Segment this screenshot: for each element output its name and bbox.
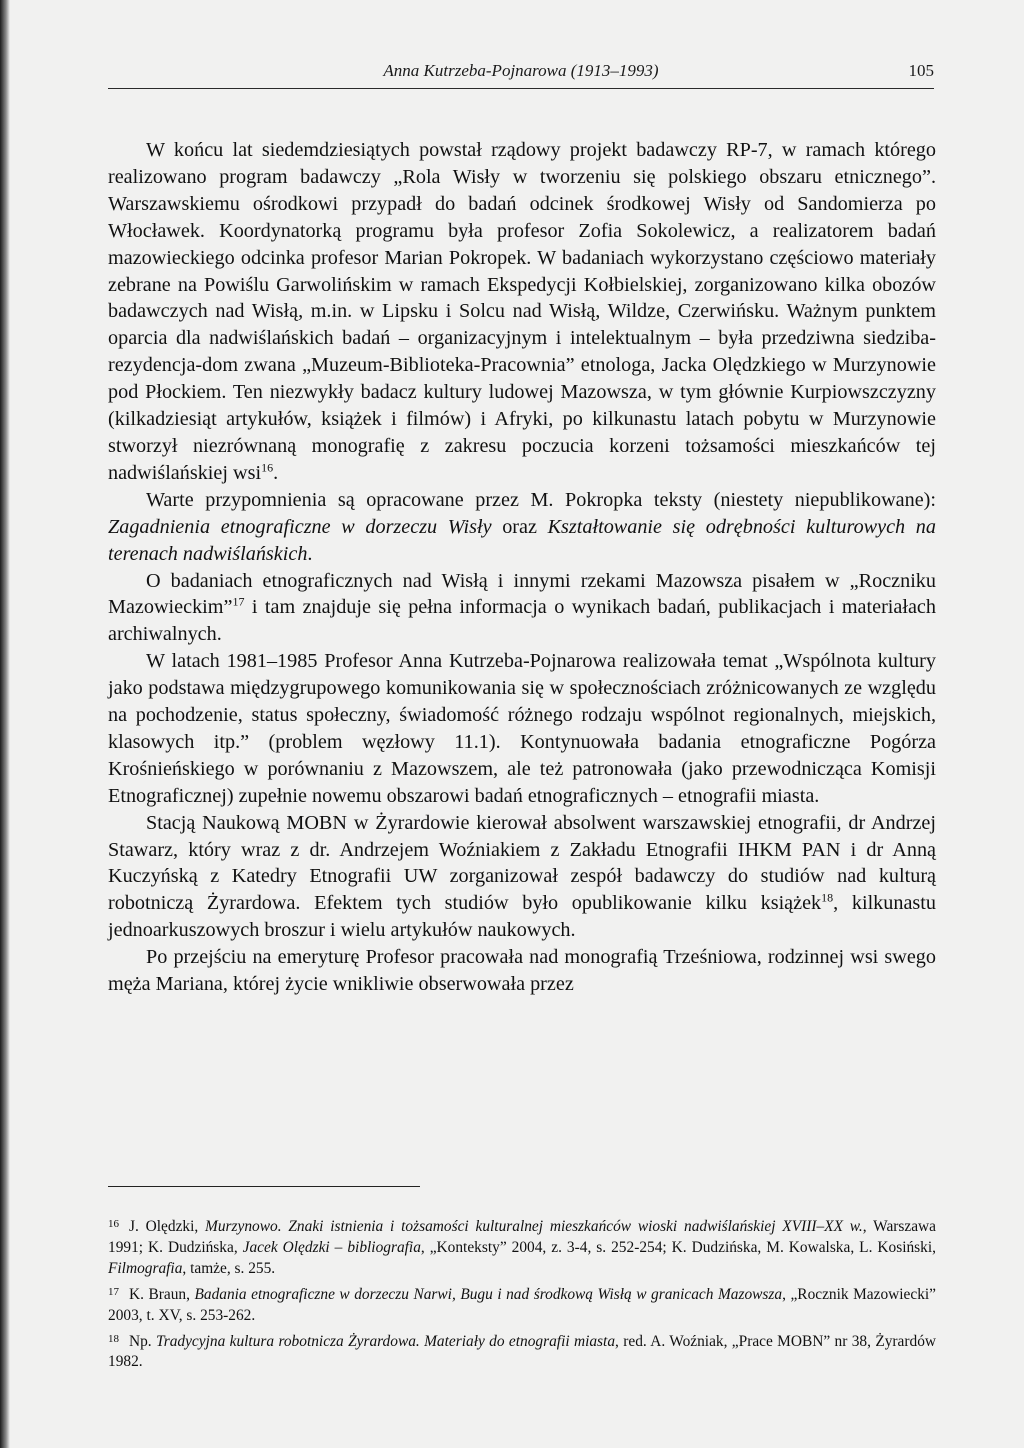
running-title: Anna Kutrzeba-Pojnarowa (1913–1993) [383, 61, 659, 80]
footnote-text: , „Konteksty” 2004, z. 3-4, s. 252-254; K. Dudzińska, M. Kowalska, L. Kosiński, [420, 1238, 936, 1256]
footnote-title: Murzynowo. Znaki istnienia i tożsamości kulturalnej mieszkańców wioski nadwiślańskiej XVIII–XX w. [205, 1218, 863, 1235]
footnote-text: , Warszawa 1991; K. Dudzińska, [108, 1218, 936, 1256]
page-spine-shadow [0, 0, 10, 1448]
paragraph-4: W latach 1981–1985 Profesor Anna Kutrzeba-Pojnarowa realizowała temat „Wspólnota kultury jako podstawa międzygrupowego komunikowania się w społecznościach zróżnicowanych ze względu na pochodzenie, status społeczny, świadomość różnego rodzaju wspólnot regionalnych, miejskich, klasowych itp.” (problem węzłowy 11.1). Kontynuowała badania etnograficzne Pogórza Krośnieńskiego w porównaniu z Mazowszem, ale też patronowała (jako przewodnicząca Komisji Etnograficznej) zupełnie nowemu obszarowi badań etnograficznych – etnografii miasta. [108, 650, 936, 807]
paragraph-2 [108, 487, 936, 568]
title-zagadnienia: Zagadnienia etnograficzne w dorzeczu Wisły [108, 515, 492, 538]
body-text [108, 137, 936, 998]
footnote-title: Filmografia [108, 1259, 183, 1277]
footnote-18 [108, 1329, 936, 1374]
footnotes [108, 1214, 936, 1375]
paragraph-2-conj: oraz [491, 515, 548, 538]
footnote-title: Tradycyjna kultura robotnicza Żyrardowa. Materiały do etnografii miasta [156, 1332, 616, 1350]
footnote-number: 16 [108, 1218, 119, 1230]
footnote-number: 17 [108, 1285, 119, 1298]
footnote-text: K. Braun, [129, 1285, 195, 1303]
paragraph-3 [108, 568, 936, 649]
paragraph-5 [108, 810, 936, 945]
paragraph-3-end: i tam znajduje się pełna informacja o wynikach badań, publikacjach i materiałach archiwalnych. [108, 596, 936, 646]
footnote-title: Jacek Olędzki – bibliografia [242, 1238, 421, 1256]
paragraph-2-text: Warte przypomnienia są opracowane przez M. Pokropka teksty (niestety niepublikowane): [146, 488, 936, 511]
paragraph-3-text: O badaniach etnograficznych nad Wisłą i innymi rzekami Mazowsza pisałem w „Roczniku Mazowieckim” [108, 569, 936, 619]
paragraph-1-text: W końcu lat siedemdziesiątych powstał rządowy projekt badawczy RP-7, w ramach którego realizowano program badawczy „Rola Wisły w tworzeniu się polskiego obszaru etnicznego”. Warszawskiemu ośrodkowi przypadł do badań odcinek środkowej Wisły od Sandomierza po Włocławek. Koordynatorką programu była profesor Zofia Sokolewicz, a realizatorem badań mazowieckiego odcinka profesor Marian Pokropek. W badaniach wykorzystano częściowo materiały zebrane na Powiślu Garwolińskim w ramach Ekspedycji Kołbielskiej, zorganizowano kilka obozów badawczych nad Wisłą, m.in. w Lipsku i Solcu nad Wisłą, Wildze, Czerwińsku. Ważnym punktem oparcia dla nadwiślańskich badań – organizacyjnym i intelektualnym – była przedziwna siedziba-rezydencja-dom zwana „Muzeum-Biblioteka-Pracownia” etnologa, Jacka Olędzkiego w Murzynowie pod Płockiem. Ten niezwykły badacz kultury ludowej Mazowsza, w tym głównie Kurpiowszczyzny (kilkadziesiąt artykułów, książek i filmów) i Afryki, po kilkunastu latach pobytu w Murzynowie stworzył niezrównaną monografię z zakresu poczucia korzeni tożsamości mieszkańców tej nadwiślańskiej wsi [108, 139, 936, 484]
footnote-ref-17: 17 [232, 594, 245, 609]
footnote-text: , red. A. Woźniak, „Prace MOBN” nr 38, Żyrardów 1982. [108, 1332, 936, 1371]
footnote-text: , „Rocznik Mazowiecki” 2003, t. XV, s. 253-262. [108, 1285, 937, 1324]
footnote-number: 18 [108, 1332, 119, 1345]
footnote-text: , tamże, s. 255. [182, 1259, 276, 1277]
page-number: 105 [908, 61, 934, 80]
footnote-separator [108, 1186, 420, 1187]
footnote-text: Np. [129, 1332, 157, 1350]
footnote-ref-18: 18 [821, 890, 834, 905]
running-header [108, 58, 934, 89]
paragraph-6: Po przejściu na emeryturę Profesor pracowała nad monografią Trześniowa, rodzinnej wsi swego męża Mariana, której życie wnikliwie obserwowała przez [108, 946, 936, 996]
title-ksztaltowanie: Kształtowanie się odrębności kulturowych na terenach nadwiślańskich [108, 515, 936, 565]
footnote-17 [108, 1282, 936, 1327]
paragraph-1-end: . [273, 461, 279, 484]
paragraph-5-end: , kilkunastu jednoarkuszowych broszur i wielu artykułów naukowych. [108, 892, 936, 942]
paragraph-2-end: . [307, 542, 313, 565]
paragraph-1 [108, 137, 936, 487]
footnote-title: Badania etnograficzne w dorzeczu Narwi, Bugu i nad środkową Wisłą w granicach Mazowsza [194, 1285, 783, 1303]
paragraph-5-text: Stacją Naukową MOBN w Żyrardowie kierował absolwent warszawskiej etnografii, dr Andrzej Stawarz, który wraz z dr. Andrzejem Woźniakiem z Zakładu Etnografii IHKM PAN i dr Anną Kuczyńską z Katedry Etnografii UW zorganizował zespół badawczy do studiów nad kulturą robotniczą Żyrardowa. Efektem tych studiów było opublikowanie kilku książek [108, 811, 936, 915]
footnote-text: J. Olędzki, [129, 1218, 206, 1235]
footnote-ref-16: 16 [261, 460, 274, 475]
footnote-16 [108, 1214, 936, 1280]
